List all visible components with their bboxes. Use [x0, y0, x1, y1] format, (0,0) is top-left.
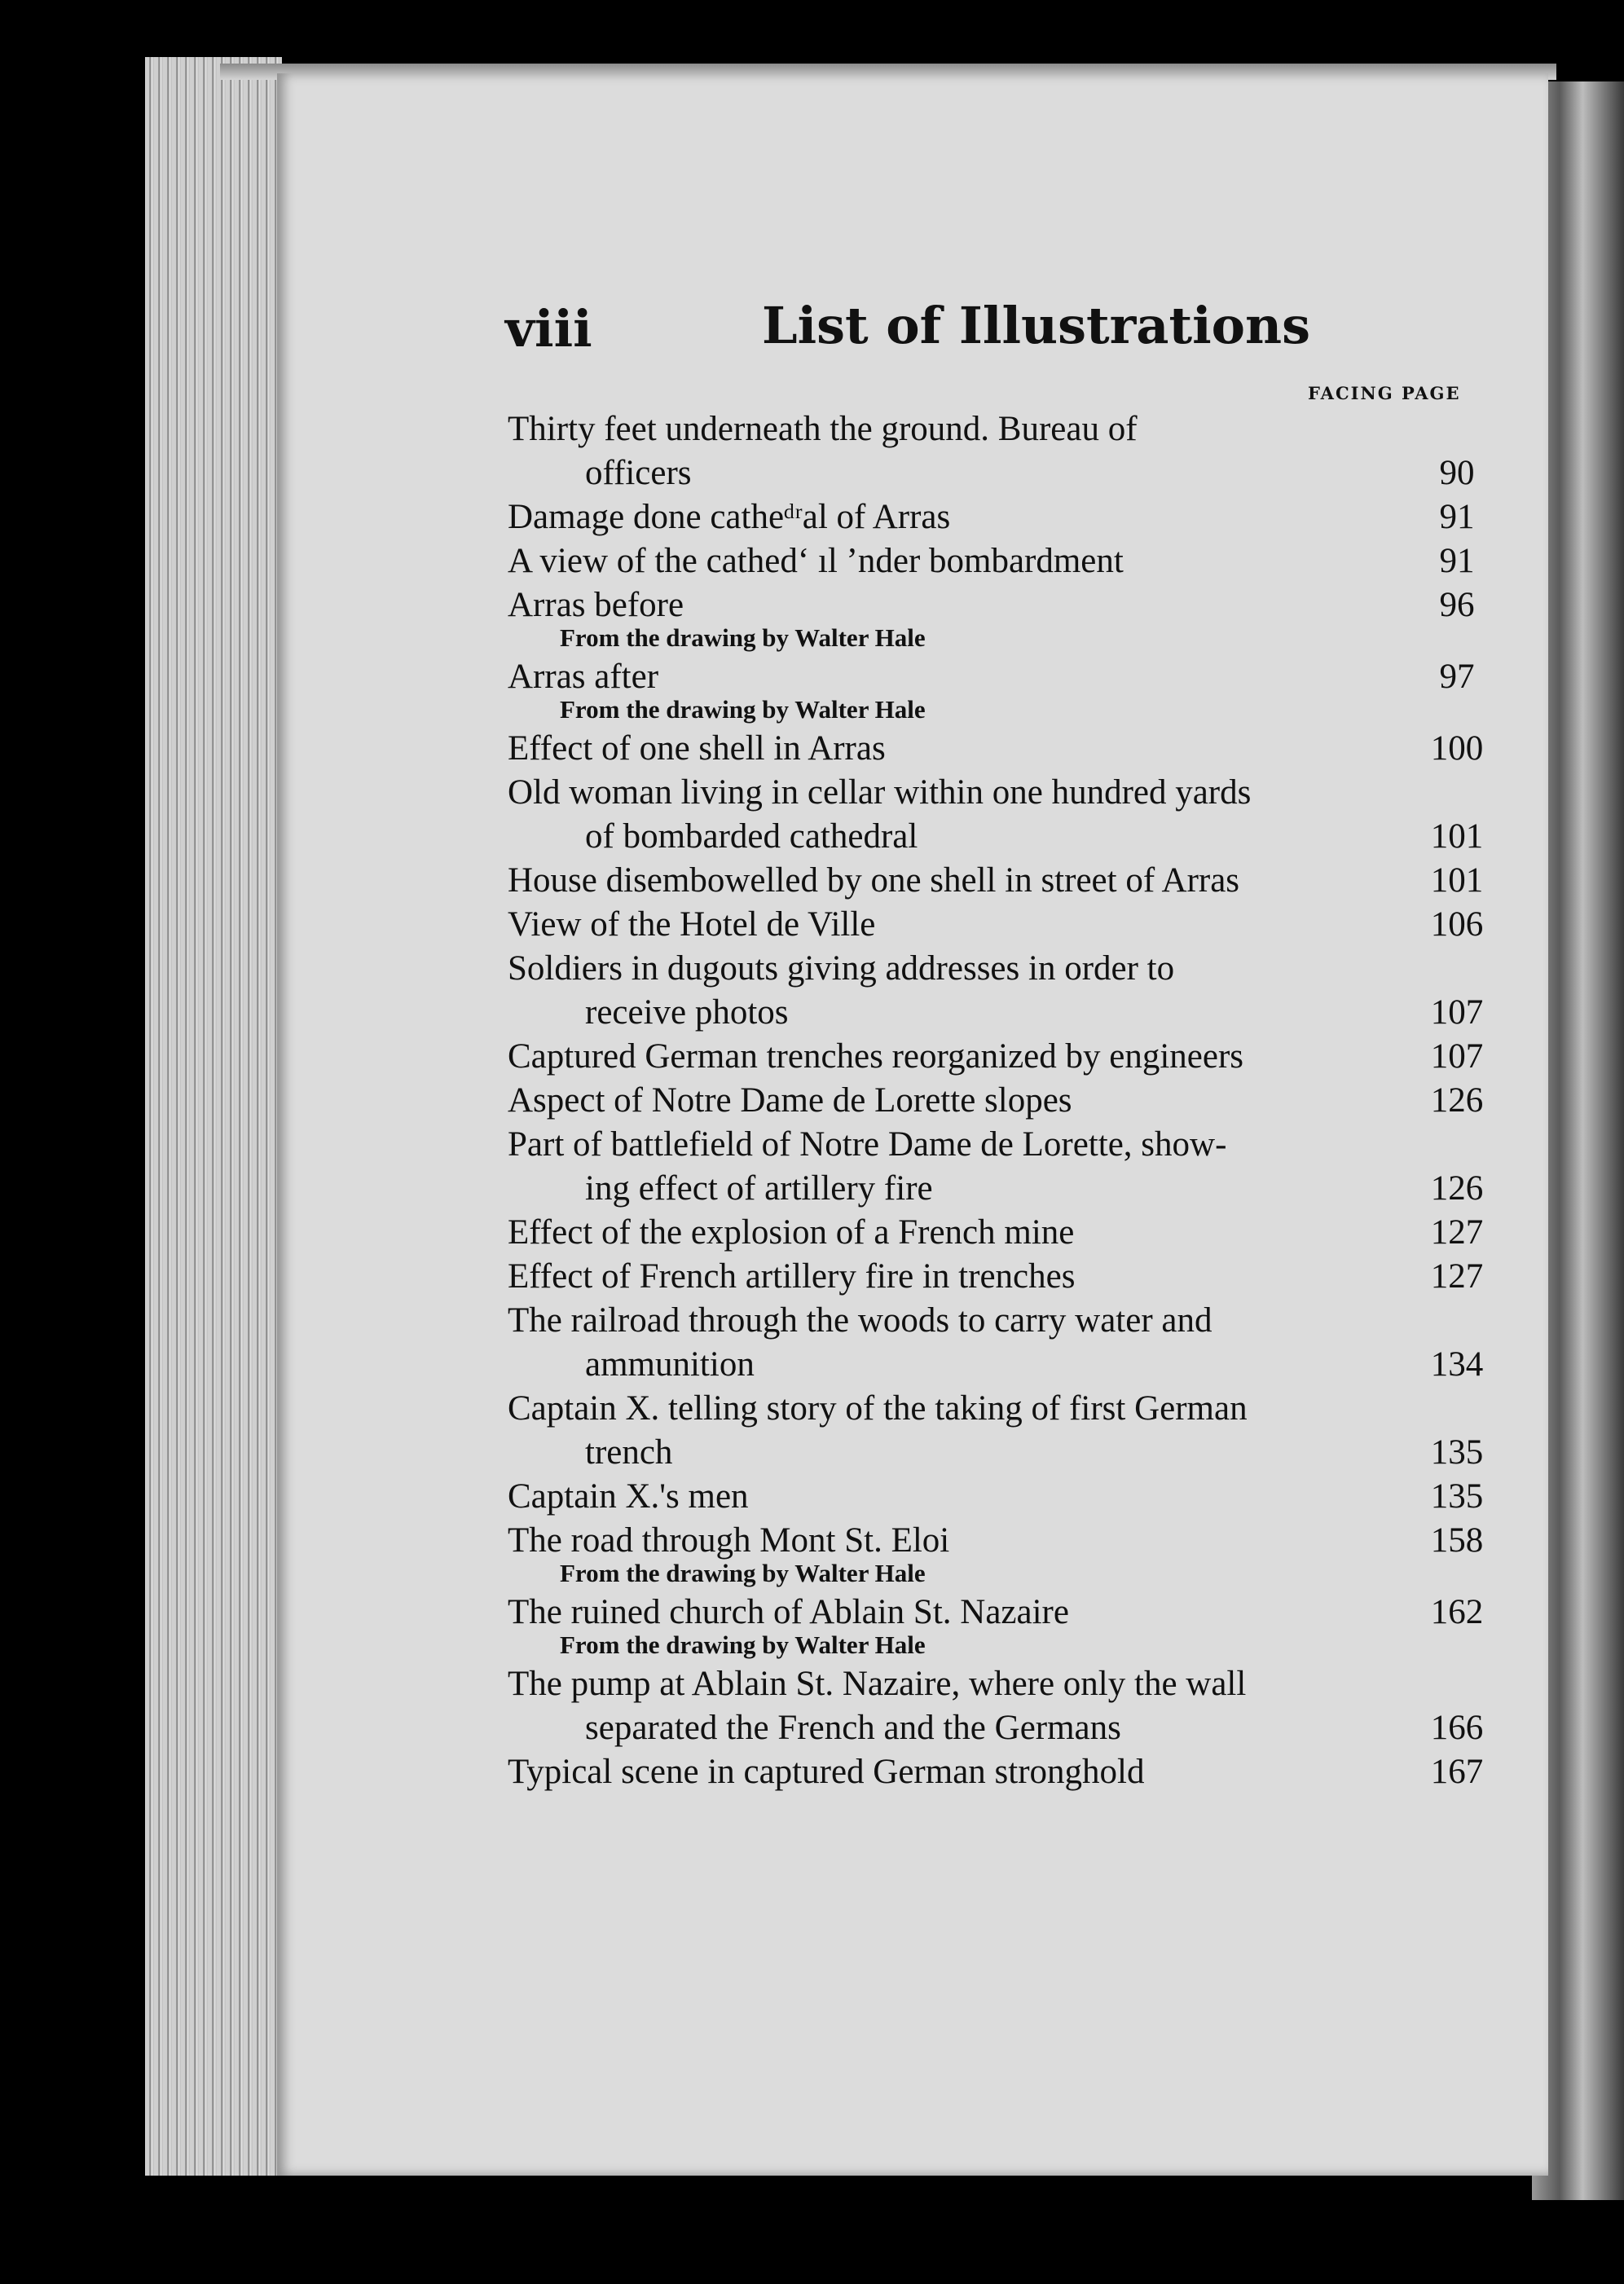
facing-page-number: 166	[1430, 1709, 1484, 1747]
facing-page-number: 126	[1430, 1081, 1484, 1120]
illustration-caption-line: House disembowelled by one shell in street of Arras	[508, 861, 1240, 900]
facing-page-number: 101	[1430, 861, 1484, 900]
entry-last-line	[508, 1706, 1506, 1750]
entry-line	[508, 1387, 1506, 1431]
entry-last-line	[508, 539, 1506, 583]
entry-last-line	[508, 1079, 1506, 1123]
illustration-entry	[508, 495, 1506, 539]
running-header	[505, 289, 1483, 363]
entry-last-line	[508, 1750, 1506, 1794]
illustration-caption-line: Captain X. telling story of the taking of first German	[508, 1389, 1248, 1428]
illustration-credit: From the drawing by Walter Hale	[560, 695, 926, 724]
illustration-caption-line: Arras after	[508, 658, 659, 696]
illustration-entry	[508, 1299, 1506, 1387]
facing-page-number: 106	[1430, 905, 1484, 944]
entry-last-line	[508, 1255, 1506, 1299]
facing-page-number: 162	[1430, 1593, 1484, 1631]
facing-page-number: 97	[1439, 658, 1475, 696]
illustration-caption-line: View of the Hotel de Ville	[508, 905, 876, 944]
facing-page-number: 127	[1430, 1257, 1484, 1296]
illustration-caption-line: The railroad through the woods to carry water and	[508, 1301, 1212, 1340]
illustration-credit: From the drawing by Walter Hale	[560, 1559, 926, 1587]
illustration-credit: From the drawing by Walter Hale	[560, 1630, 926, 1659]
facing-page-number: 101	[1430, 817, 1484, 856]
illustration-caption-line: ing effect of artillery fire	[585, 1169, 933, 1208]
illustration-caption-line: ammunition	[585, 1345, 755, 1384]
entry-last-line	[508, 451, 1506, 495]
illustration-caption-line: The ruined church of Ablain St. Nazaire	[508, 1593, 1069, 1631]
illustration-entry	[508, 1591, 1506, 1659]
illustration-caption-line: A view of the cathedʻ ıl ʼnder bombardment	[508, 542, 1124, 580]
facing-page-number: 135	[1430, 1477, 1484, 1516]
illustration-entry	[508, 947, 1506, 1035]
illustration-entry	[508, 1662, 1506, 1750]
illustration-caption-line: Effect of one shell in Arras	[508, 729, 886, 768]
entry-last-line	[508, 1211, 1506, 1255]
entry-last-line	[508, 1035, 1506, 1079]
entry-last-line	[508, 991, 1506, 1035]
illustration-entry	[508, 1475, 1506, 1519]
facing-page-number: 158	[1430, 1521, 1484, 1560]
entry-last-line	[508, 1167, 1506, 1211]
entry-last-line	[508, 1519, 1506, 1563]
illustration-caption-line: Arras before	[508, 586, 684, 624]
facing-page-label: FACING PAGE	[1308, 383, 1461, 403]
illustration-entry	[508, 859, 1506, 903]
illustration-caption-line: Captured German trenches reorganized by engineers	[508, 1037, 1244, 1076]
illustration-entry	[508, 655, 1506, 724]
entry-last-line	[508, 903, 1506, 947]
facing-page-number: 107	[1430, 993, 1484, 1032]
illustration-caption-line: Effect of French artillery fire in trenches	[508, 1257, 1076, 1296]
illustration-entry	[508, 583, 1506, 652]
entry-last-line	[508, 655, 1506, 699]
illustration-entry	[508, 1519, 1506, 1587]
facing-page-number: 127	[1430, 1213, 1484, 1252]
entry-last-line	[508, 1431, 1506, 1475]
entry-last-line	[508, 583, 1506, 627]
facing-page-number: 167	[1430, 1753, 1484, 1791]
illustration-list	[508, 407, 1506, 1794]
illustration-caption-line: receive photos	[585, 993, 789, 1032]
page-folio: viii	[505, 299, 592, 359]
facing-page-number: 134	[1430, 1345, 1484, 1384]
facing-page-number: 126	[1430, 1169, 1484, 1208]
illustration-caption-line: officers	[585, 454, 692, 492]
illustration-caption-line: Effect of the explosion of a French mine	[508, 1213, 1075, 1252]
illustration-entry	[508, 1387, 1506, 1475]
illustration-caption-line: Thirty feet underneath the ground. Bureau of	[508, 410, 1138, 448]
entry-last-line	[508, 1591, 1506, 1635]
entry-line	[508, 1123, 1506, 1167]
entry-line	[508, 1662, 1506, 1706]
book-page-edges	[145, 57, 282, 2176]
illustration-entry	[508, 903, 1506, 947]
entry-last-line	[508, 1343, 1506, 1387]
facing-page-number: 135	[1430, 1433, 1484, 1472]
illustration-entry	[508, 1035, 1506, 1079]
entry-line	[508, 407, 1506, 451]
illustration-credit: From the drawing by Walter Hale	[560, 623, 926, 652]
facing-page-number: 100	[1430, 729, 1484, 768]
entry-last-line	[508, 815, 1506, 859]
page-title: List of Illustrations	[762, 296, 1310, 355]
illustration-caption-line: Damage done catheᵈʳal of Arras	[508, 498, 951, 536]
illustration-caption-line: of bombarded cathedral	[585, 817, 918, 856]
entry-line	[508, 1299, 1506, 1343]
illustration-caption-line: Soldiers in dugouts giving addresses in order to	[508, 949, 1175, 988]
illustration-entry	[508, 1750, 1506, 1794]
facing-page-number: 91	[1439, 498, 1475, 536]
entry-last-line	[508, 495, 1506, 539]
illustration-caption-line: Part of battlefield of Notre Dame de Lorette, show-	[508, 1125, 1227, 1164]
facing-page-number: 96	[1439, 586, 1475, 624]
entry-last-line	[508, 727, 1506, 771]
illustration-entry	[508, 727, 1506, 771]
illustration-entry	[508, 407, 1506, 495]
facing-page-number: 90	[1439, 454, 1475, 492]
illustration-caption-line: Old woman living in cellar within one hundred yards	[508, 773, 1252, 812]
illustration-entry	[508, 1255, 1506, 1299]
illustration-caption-line: The road through Mont St. Eloi	[508, 1521, 950, 1560]
illustration-entry	[508, 539, 1506, 583]
entry-last-line	[508, 1475, 1506, 1519]
entry-last-line	[508, 859, 1506, 903]
illustration-caption-line: Aspect of Notre Dame de Lorette slopes	[508, 1081, 1072, 1120]
entry-line	[508, 771, 1506, 815]
illustration-entry	[508, 771, 1506, 859]
facing-page-number: 91	[1439, 542, 1475, 580]
illustration-caption-line: separated the French and the Germans	[585, 1709, 1121, 1747]
facing-page-number: 107	[1430, 1037, 1484, 1076]
illustration-entry	[508, 1079, 1506, 1123]
illustration-entry	[508, 1211, 1506, 1255]
illustration-caption-line: trench	[585, 1433, 673, 1472]
illustration-caption-line: The pump at Ablain St. Nazaire, where only the wall	[508, 1665, 1247, 1703]
entry-line	[508, 947, 1506, 991]
illustration-caption-line: Typical scene in captured German stronghold	[508, 1753, 1145, 1791]
illustration-caption-line: Captain X.'s men	[508, 1477, 749, 1516]
illustration-entry	[508, 1123, 1506, 1211]
